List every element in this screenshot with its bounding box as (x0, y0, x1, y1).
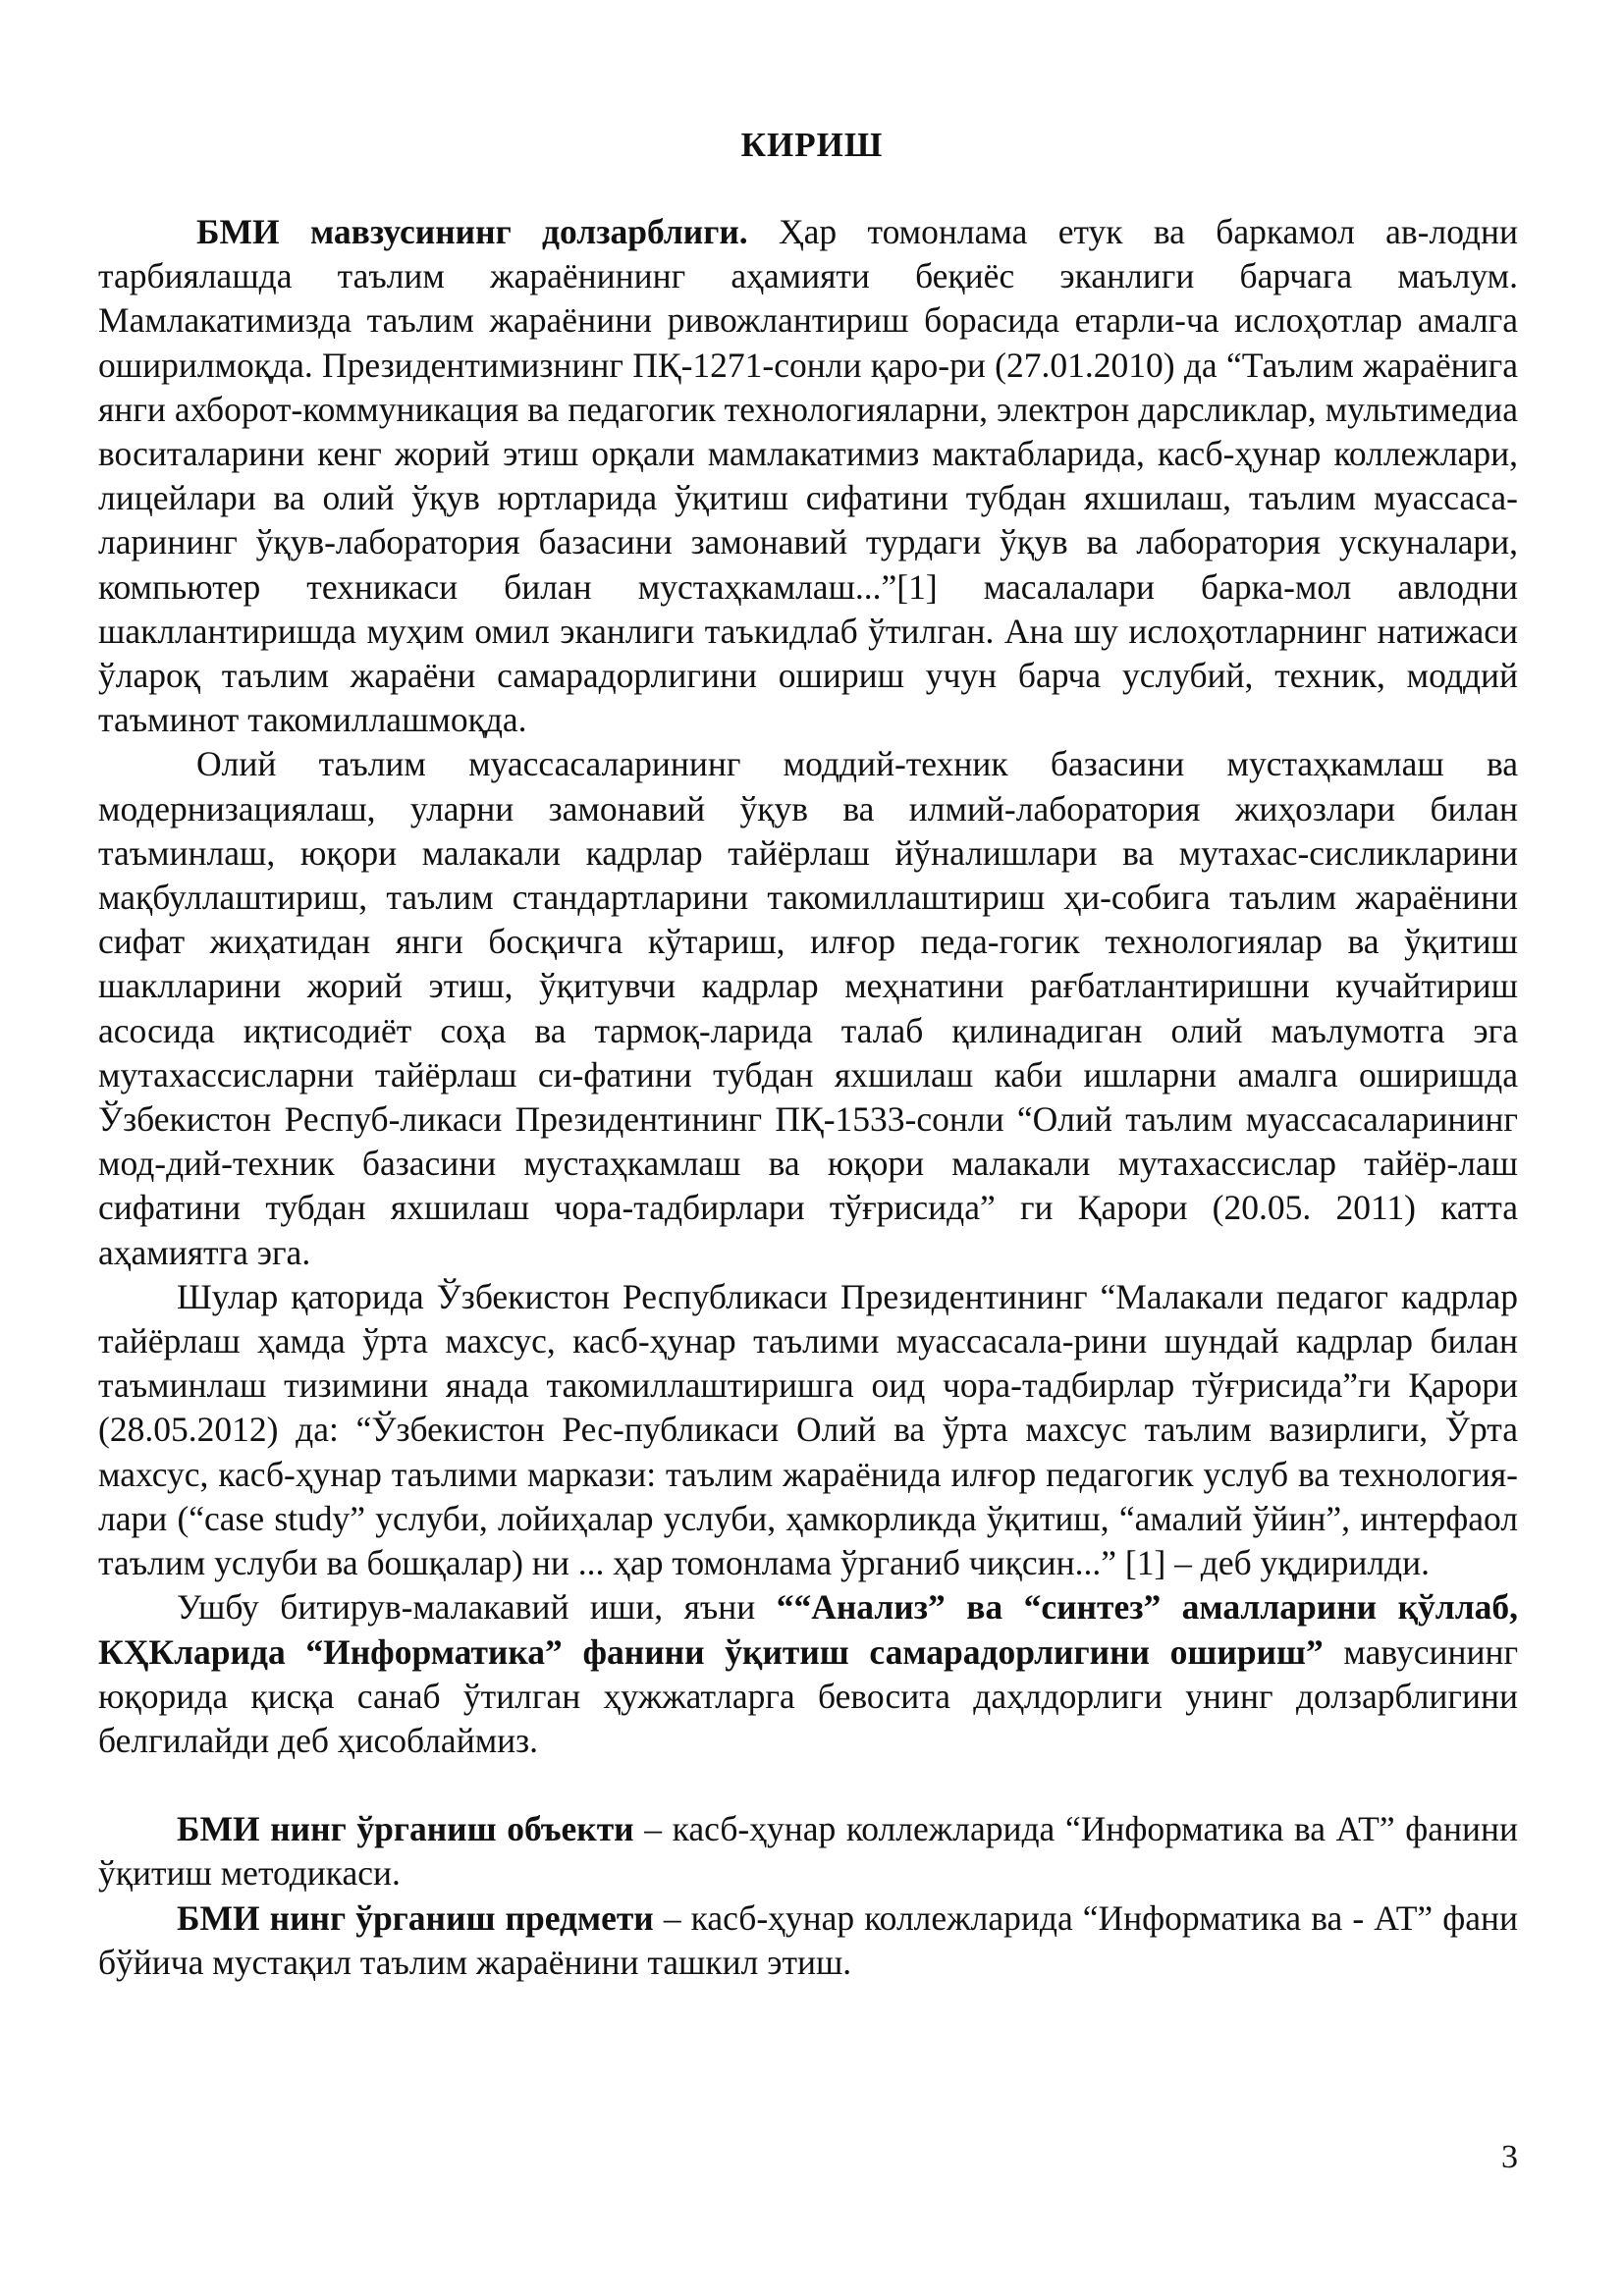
paragraph-higher-education (98, 742, 1518, 1274)
research-subject-text: – касб-ҳунар коллежларида “Информатика ва - АТ” фани бўйича мустақил таълим жараёнини ташкил этиш. (98, 1897, 1518, 1982)
decree-text: Шулар қаторида Ўзбекистон Республикаси Президентининг “Малакали педагог кадрлар тайёрлаш ҳамда ўрта махсус, касб-ҳунар таълими муассасала-рини шундай кадрлар билан таъминлаш тизимини янада такомиллаштиришга оид чора-тадбирлар тўғрисида”ги Қарори (28.05.2012) да: “Ўзбекистон Рес-публикаси Олий ва ўрта махсус таълим вазирлиги, Ўрта махсус, касб-ҳунар таълими маркази: таълим жараёнида илғор педагогик услуб ва технология-лари (“case study” услуби, лойиҳалар услуби, ҳамкорликда ўқитиш, “амалий ўйин”, интерфаол таълим услуби ва бошқалар) ни ... ҳар томонлама ўрганиб чиқсин...” [1] – деб уқдирилди. (98, 1276, 1518, 1583)
document-body (98, 210, 1518, 1985)
research-object-heading: БМИ нинг ўрганиш объекти (177, 1809, 634, 1849)
page-title: КИРИШ (740, 126, 884, 164)
paragraph-research-object (98, 1807, 1518, 1896)
paragraph-spacer (98, 1763, 1518, 1807)
thesis-topic-tail: мавусининг юқорида қисқа санаб ўтилган ҳужжатларга бевосита даҳлдорлиги унинг долзарблигини белгилайди деб ҳисоблаймиз. (98, 1631, 1519, 1760)
paragraph-decree (98, 1275, 1518, 1585)
page-number: 3 (1501, 2139, 1518, 2175)
higher-education-text: Олий таълим муассасаларининг моддий-техник базасини мустаҳкамлаш ва модернизациялаш, уларни замонавий ўқув ва илмий-лаборатория жиҳозлари билан таъминлаш, юқори малакали кадрлар тайёрлаш йўналишлари ва мутахас-сисликларини мақбуллаштириш, таълим стандартларини такомиллаштириш ҳи-собига таълим жараёнини сифат жиҳатидан янги босқичга кўтариш, илғор педа-гогик технологиялар ва ўқитиш шаклларини жорий этиш, ўқитувчи кадрлар меҳнатини рағбатлантиришни кучайтириш асосида иқтисодиёт соҳа ва тармоқ-ларида талаб қилинадиган олий маълумотга эга мутахассисларни тайёрлаш си-фатини тубдан яхшилаш каби ишларни амалга оширишда Ўзбекистон Респуб-ликаси Президентининг ПҚ-1533-сонли “Олий таълим муассасаларининг мод-дий-техник базасини мустаҳкамлаш ва юқори малакали мутахассислар тайёр-лаш сифатини тубдан яхшилаш чора-тадбирлари тўғрисида” ги Қарори (20.05. 2011) катта аҳамиятга эга. (98, 744, 1518, 1272)
relevance-heading: БМИ мавзусининг долзарблиги. (196, 212, 748, 251)
research-subject-heading: БМИ нинг ўрганиш предмети (177, 1897, 654, 1938)
paragraph-research-subject (98, 1896, 1518, 1985)
research-object-text: – касб-ҳунар коллежларида “Информатика ва АТ” фанини ўқитиш методикаси. (98, 1809, 1518, 1894)
paragraph-relevance (98, 210, 1518, 742)
relevance-text: Ҳар томонлама етук ва баркамол ав-лодни тарбиялашда таълим жараёнининг аҳамияти беқиёс эканлиги барчага маълум. Мамлакатимизда таълим жараёнини ривожлантириш борасида етарли-ча ислоҳотлар амалга оширилмоқда. Президентимизнинг ПҚ-1271-сонли қаро-ри (27.01.2010) да “Таълим жараёнига янги ахборот-коммуникация ва педагогик технологияларни, электрон дарсликлар, мультимедиа воситаларини кенг жорий этиш орқали мамлакатимиз мактабларида, касб-ҳунар коллежлари, лицейлари ва олий ўқув юртларида ўқитиш сифатини тубдан яхшилаш, таълим муассаса-ларининг ўқув-лаборатория базасини замонавий турдаги ўқув ва лаборатория ускуналари, компьютер техникаси билан мустаҳкамлаш...”[1] масалалари барка-мол авлодни шакллантиришда муҳим омил эканлиги таъкидлаб ўтилган. Ана шу ислоҳотларнинг натижаси ўлароқ таълим жараёни самарадорлигини ошириш учун барча услубий, техник, моддий таъминот такомиллашмоқда. (98, 212, 1518, 740)
paragraph-thesis-topic (98, 1585, 1518, 1763)
thesis-topic-lead: Ушбу битирув-малакавий иши, яъни (177, 1587, 777, 1628)
thesis-topic-title: ““Анализ” ва “синтез” амалларини қўллаб, КҲКларида “Информатика” фанини ўқитиш самарадорлигини ошириш” (98, 1587, 1518, 1672)
